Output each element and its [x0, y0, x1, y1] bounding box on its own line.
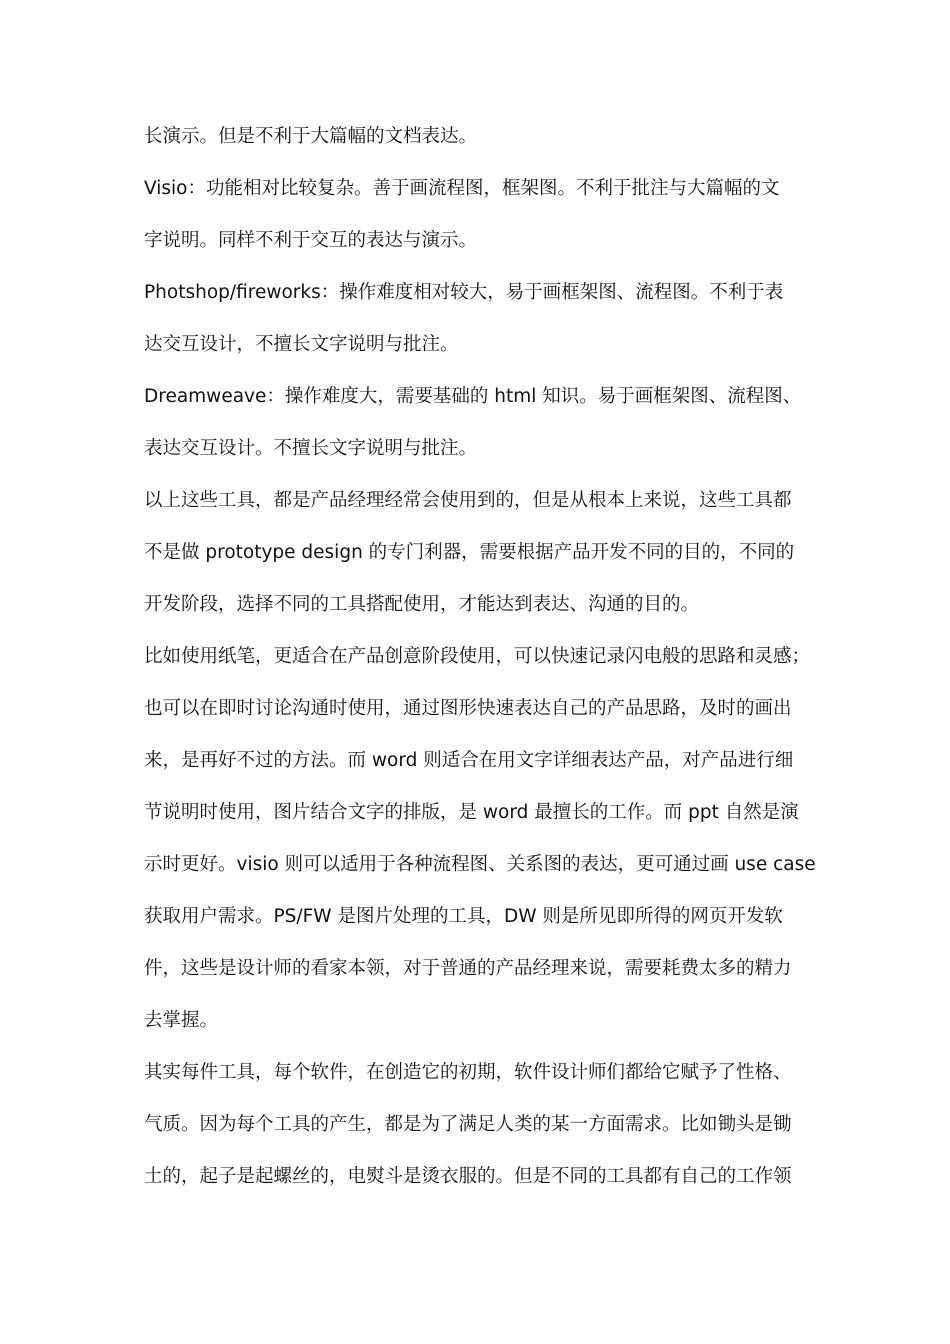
document-body — [144, 111, 816, 1203]
text-line: 示时更好。visio 则可以适用于各种流程图、关系图的表达，更可通过画 use case — [144, 854, 816, 875]
text-line: 获取用户需求。PS/FW 是图片处理的工具，DW 则是所见即所得的网页开发软 — [144, 906, 783, 927]
text-line: 开发阶段，选择不同的工具搭配使用，才能达到表达、沟通的目的。 — [144, 594, 700, 615]
text-line: Dreamweave：操作难度大，需要基础的 html 知识。易于画框架图、流程图、 — [144, 386, 802, 407]
text-line: 去掌握。 — [144, 1010, 219, 1031]
text-line: 件，这些是设计师的看家本领，对于普通的产品经理来说，需要耗费太多的精力 — [144, 958, 792, 979]
text-line: Visio：功能相对比较复杂。善于画流程图，框架图。不利于批注与大篇幅的文 — [144, 178, 780, 199]
text-line: 气质。因为每个工具的产生，都是为了满足人类的某一方面需求。比如锄头是锄 — [144, 1114, 792, 1135]
text-line: 字说明。同样不利于交互的表达与演示。 — [144, 230, 478, 251]
text-line: 来，是再好不过的方法。而 word 则适合在用文字详细表达产品，对产品进行细 — [144, 750, 794, 771]
text-line: 表达交互设计。不擅长文字说明与批注。 — [144, 438, 478, 459]
text-line: 长演示。但是不利于大篇幅的文档表达。 — [144, 126, 478, 147]
text-line: 节说明时使用，图片结合文字的排版，是 word 最擅长的工作。而 ppt 自然是演 — [144, 802, 799, 823]
text-line: 以上这些工具，都是产品经理经常会使用到的，但是从根本上来说，这些工具都 — [144, 490, 792, 511]
text-line: 其实每件工具，每个软件，在创造它的初期，软件设计师们都给它赋予了性格、 — [144, 1062, 792, 1083]
text-line: 比如使用纸笔，更适合在产品创意阶段使用，可以快速记录闪电般的思路和灵感； — [144, 646, 811, 667]
text-line: 不是做 prototype design 的专门利器，需要根据产品开发不同的目的，不同的 — [144, 542, 795, 563]
text-line: Photshop/fireworks：操作难度相对较大，易于画框架图、流程图。不利于表 — [144, 282, 784, 303]
text-line: 达交互设计，不擅长文字说明与批注。 — [144, 334, 459, 355]
text-line: 也可以在即时讨论沟通时使用，通过图形快速表达自己的产品思路，及时的画出 — [144, 698, 792, 719]
text-line: 土的，起子是起螺丝的，电熨斗是烫衣服的。但是不同的工具都有自己的工作领 — [144, 1166, 792, 1187]
